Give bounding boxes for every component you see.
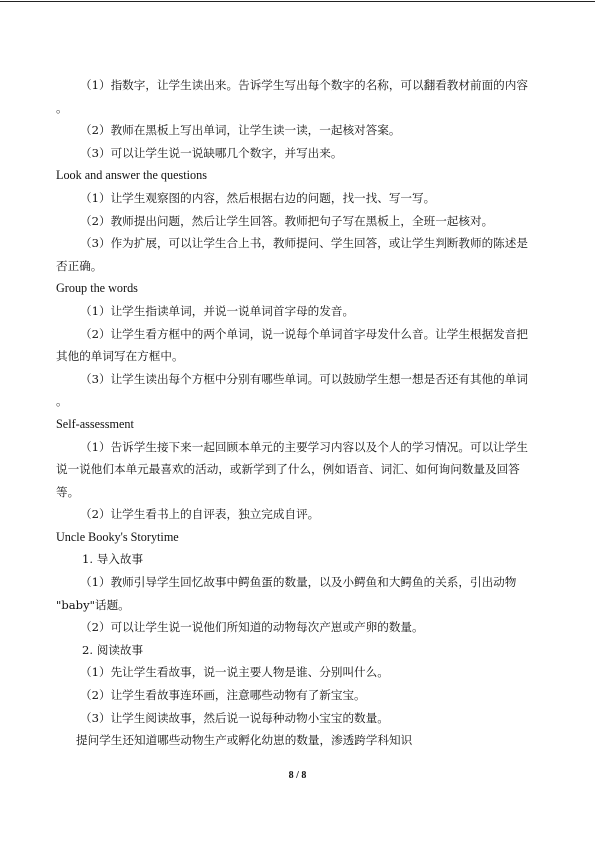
paragraph-line: 等。 [56, 484, 80, 499]
section-heading: Uncle Booky's Storytime [56, 529, 179, 544]
paragraph-line: 其他的单词写在方框中。 [56, 349, 184, 364]
paragraph-line: （1）让学生观察图的内容，然后根据右边的问题，找一找、写一写。 [80, 190, 436, 205]
paragraph-line: （2）教师提出问题，然后让学生回答。教师把句子写在黑板上，全班一起核对。 [80, 213, 494, 228]
paragraph-line: "baby"话题。 [56, 597, 130, 612]
paragraph-line: （3）可以让学生说一说缺哪几个数字，并写出来。 [80, 145, 343, 160]
document-body [56, 74, 542, 752]
section-heading: Self-assessment [56, 416, 134, 431]
paragraph-line: （2）可以让学生说一说他们所知道的动物每次产崽或产卵的数量。 [80, 620, 424, 635]
paragraph-line: 说一说他们本单元最喜欢的活动，或新学到了什么，例如语音、词汇、如何询问数量及回答 [56, 462, 520, 477]
paragraph-line: （1）让学生指读单词，并说一说单词首字母的发音。 [80, 303, 355, 318]
paragraph-line: 提问学生还知道哪些动物生产或孵化幼崽的数量，渗透跨学科知识 [76, 733, 413, 748]
paragraph-line: （3）让学生阅读故事，然后说一说每种动物小宝宝的数量。 [80, 710, 389, 725]
paragraph-line: 否正确。 [56, 258, 103, 273]
paragraph-line: （2）让学生看书上的自评表，独立完成自评。 [80, 507, 320, 522]
paragraph-line: 。 [56, 394, 68, 409]
paragraph-line: 2. 阅读故事 [82, 642, 144, 657]
paragraph-line: （2）让学生看方框中的两个单词，说一说每个单词首字母发什么音。让学生根据发音把 [80, 326, 528, 341]
page-number: 8 / 8 [288, 770, 307, 781]
paragraph-line: （1）教师引导学生回忆故事中鳄鱼蛋的数量，以及小鳄鱼和大鳄鱼的关系，引出动物 [80, 575, 517, 590]
paragraph-line: （1）告诉学生接下来一起回顾本单元的主要学习内容以及个人的学习情况。可以让学生 [80, 439, 528, 454]
paragraph-line: 1. 导入故事 [82, 552, 144, 567]
paragraph-line: （2）让学生看故事连环画，注意哪些动物有了新宝宝。 [80, 688, 366, 703]
paragraph-line: （1）指数字，让学生读出来。告诉学生写出每个数字的名称，可以翻看教材前面的内容 [80, 78, 528, 92]
section-heading: Look and answer the questions [56, 168, 207, 183]
top-rule [0, 1, 595, 2]
paragraph-line: （3）让学生读出每个方框中分别有哪些单词。可以鼓励学生想一想是否还有其他的单词 [80, 371, 528, 386]
section-heading: Group the words [56, 281, 138, 296]
paragraph-line: 。 [56, 100, 68, 115]
paragraph-line: （2）教师在黑板上写出单词，让学生读一读，一起核对答案。 [80, 123, 401, 138]
paragraph-line: （1）先让学生看故事，说一说主要人物是谁、分别叫什么。 [80, 665, 389, 680]
paragraph-line: （3）作为扩展，可以让学生合上书，教师提问、学生回答，或让学生判断教师的陈述是 [80, 236, 528, 251]
